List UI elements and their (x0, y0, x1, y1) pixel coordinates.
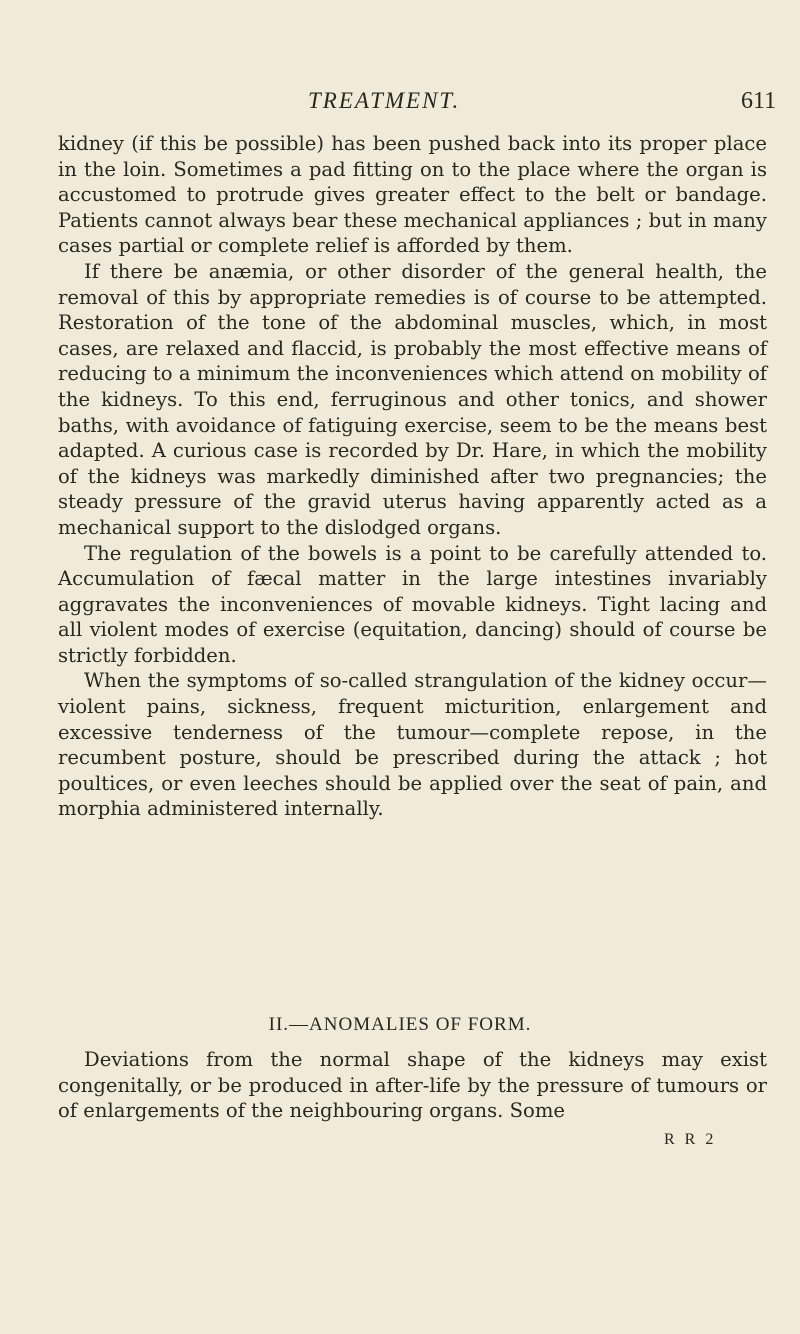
section-heading: II.—ANOMALIES OF FORM. (268, 1014, 532, 1035)
paragraph-strangulation: When the symptoms of so-called strangulation of the kidney occur—violent pains, sickness, frequent micturition, enlargement and excessive tenderness of the tumour—complete repose, in the recumbent posture, should be prescribed during the attack ; hot poultices, or even leeches should be applied over the seat of pain, and morphia administered internally. (58, 669, 767, 821)
paragraph-continuation: kidney (if this be possible) has been pushed back into its proper place in the loin. Sometimes a pad fitting on to the place where the organ is accustomed to protrude gives greater effect to the belt or bandage. Patients cannot always bear these mechanical appliances ; but in many cases partial or complete relief is afforded by them. (58, 132, 767, 258)
page-number: 611 (741, 88, 777, 114)
paragraph-anaemia: If there be anæmia, or other disorder of the general health, the removal of this by appropriate remedies is of course to be attempted. Restoration of the tone of the abdominal muscles, which, in most cases, are relaxed and flaccid, is probably the most effective means of reducing to a minimum the inconveniences which attend on mobility of the kidneys. To this end, ferruginous and other tonics, and shower baths, with avoidance of fatiguing exercise, seem to be the means best adapted. A curious case is recorded by Dr. Hare, in which the mobility of the kidneys was markedly diminished after two pregnancies; the steady pressure of the gravid uterus having apparently acted as a mechanical support to the dislodged organs. (58, 259, 767, 539)
signature-mark: R R 2 (664, 1131, 717, 1148)
running-title: TREATMENT. (308, 88, 461, 113)
paragraph-deviations: Deviations from the normal shape of the kidneys may exist congenitally, or be produced in after-life by the pressure of tumours or of enlargements of the neighbouring organs. Some (58, 1048, 767, 1123)
page-header (0, 88, 800, 118)
main-text (58, 131, 767, 822)
paragraph-bowels: The regulation of the bowels is a point to be carefully attended to. Accumulation of fæcal matter in the large intestines invariably aggravates the inconveniences of movable kidneys. Tight lacing and all violent modes of exercise (equitation, dancing) should of course be strictly forbidden. (58, 541, 767, 667)
section-text (58, 1047, 767, 1124)
